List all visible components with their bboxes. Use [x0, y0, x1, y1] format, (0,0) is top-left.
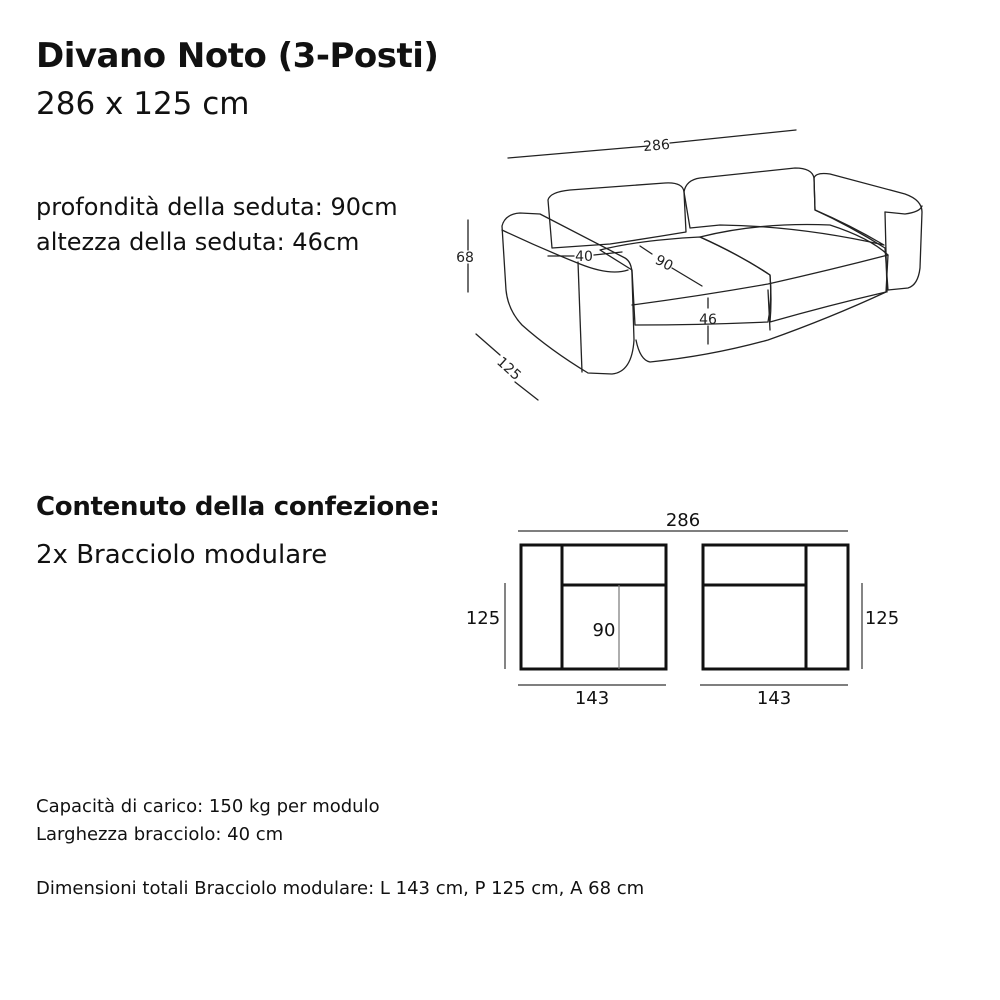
armrest-width-note: Larghezza bracciolo: 40 cm: [36, 824, 284, 845]
armrest-width-label: 40: [575, 249, 593, 265]
package-heading: Contenuto della confezione:: [36, 492, 440, 522]
plan-total-width-label: 286: [665, 510, 701, 531]
package-item: 2x Bracciolo modulare: [36, 540, 328, 570]
product-size: 286 x 125 cm: [36, 86, 250, 122]
seat-height-spec: altezza della seduta: 46cm: [36, 228, 360, 256]
seat-height-label: 46: [699, 312, 717, 328]
sofa-height-label: 68: [456, 250, 474, 266]
seat-depth-label: 90: [652, 252, 676, 275]
plan-inner-depth-label: 90: [592, 620, 616, 641]
sofa-width-label: 286: [642, 136, 671, 156]
plan-left-width-label: 143: [574, 688, 610, 709]
left-module: [521, 545, 666, 669]
right-module: [703, 545, 848, 669]
plan-left-depth-label: 125: [465, 608, 501, 629]
module-dimensions-note: Dimensioni totali Bracciolo modulare: L 143 cm, P 125 cm, A 68 cm: [36, 878, 645, 899]
seat-depth-spec: profondità della seduta: 90cm: [36, 193, 398, 221]
plan-right-depth-label: 125: [864, 608, 900, 629]
product-title: Divano Noto (3-Posti): [36, 36, 439, 76]
sofa-depth-label: 125: [493, 354, 524, 384]
load-capacity-note: Capacità di carico: 150 kg per modulo: [36, 796, 380, 817]
plan-right-width-label: 143: [756, 688, 792, 709]
